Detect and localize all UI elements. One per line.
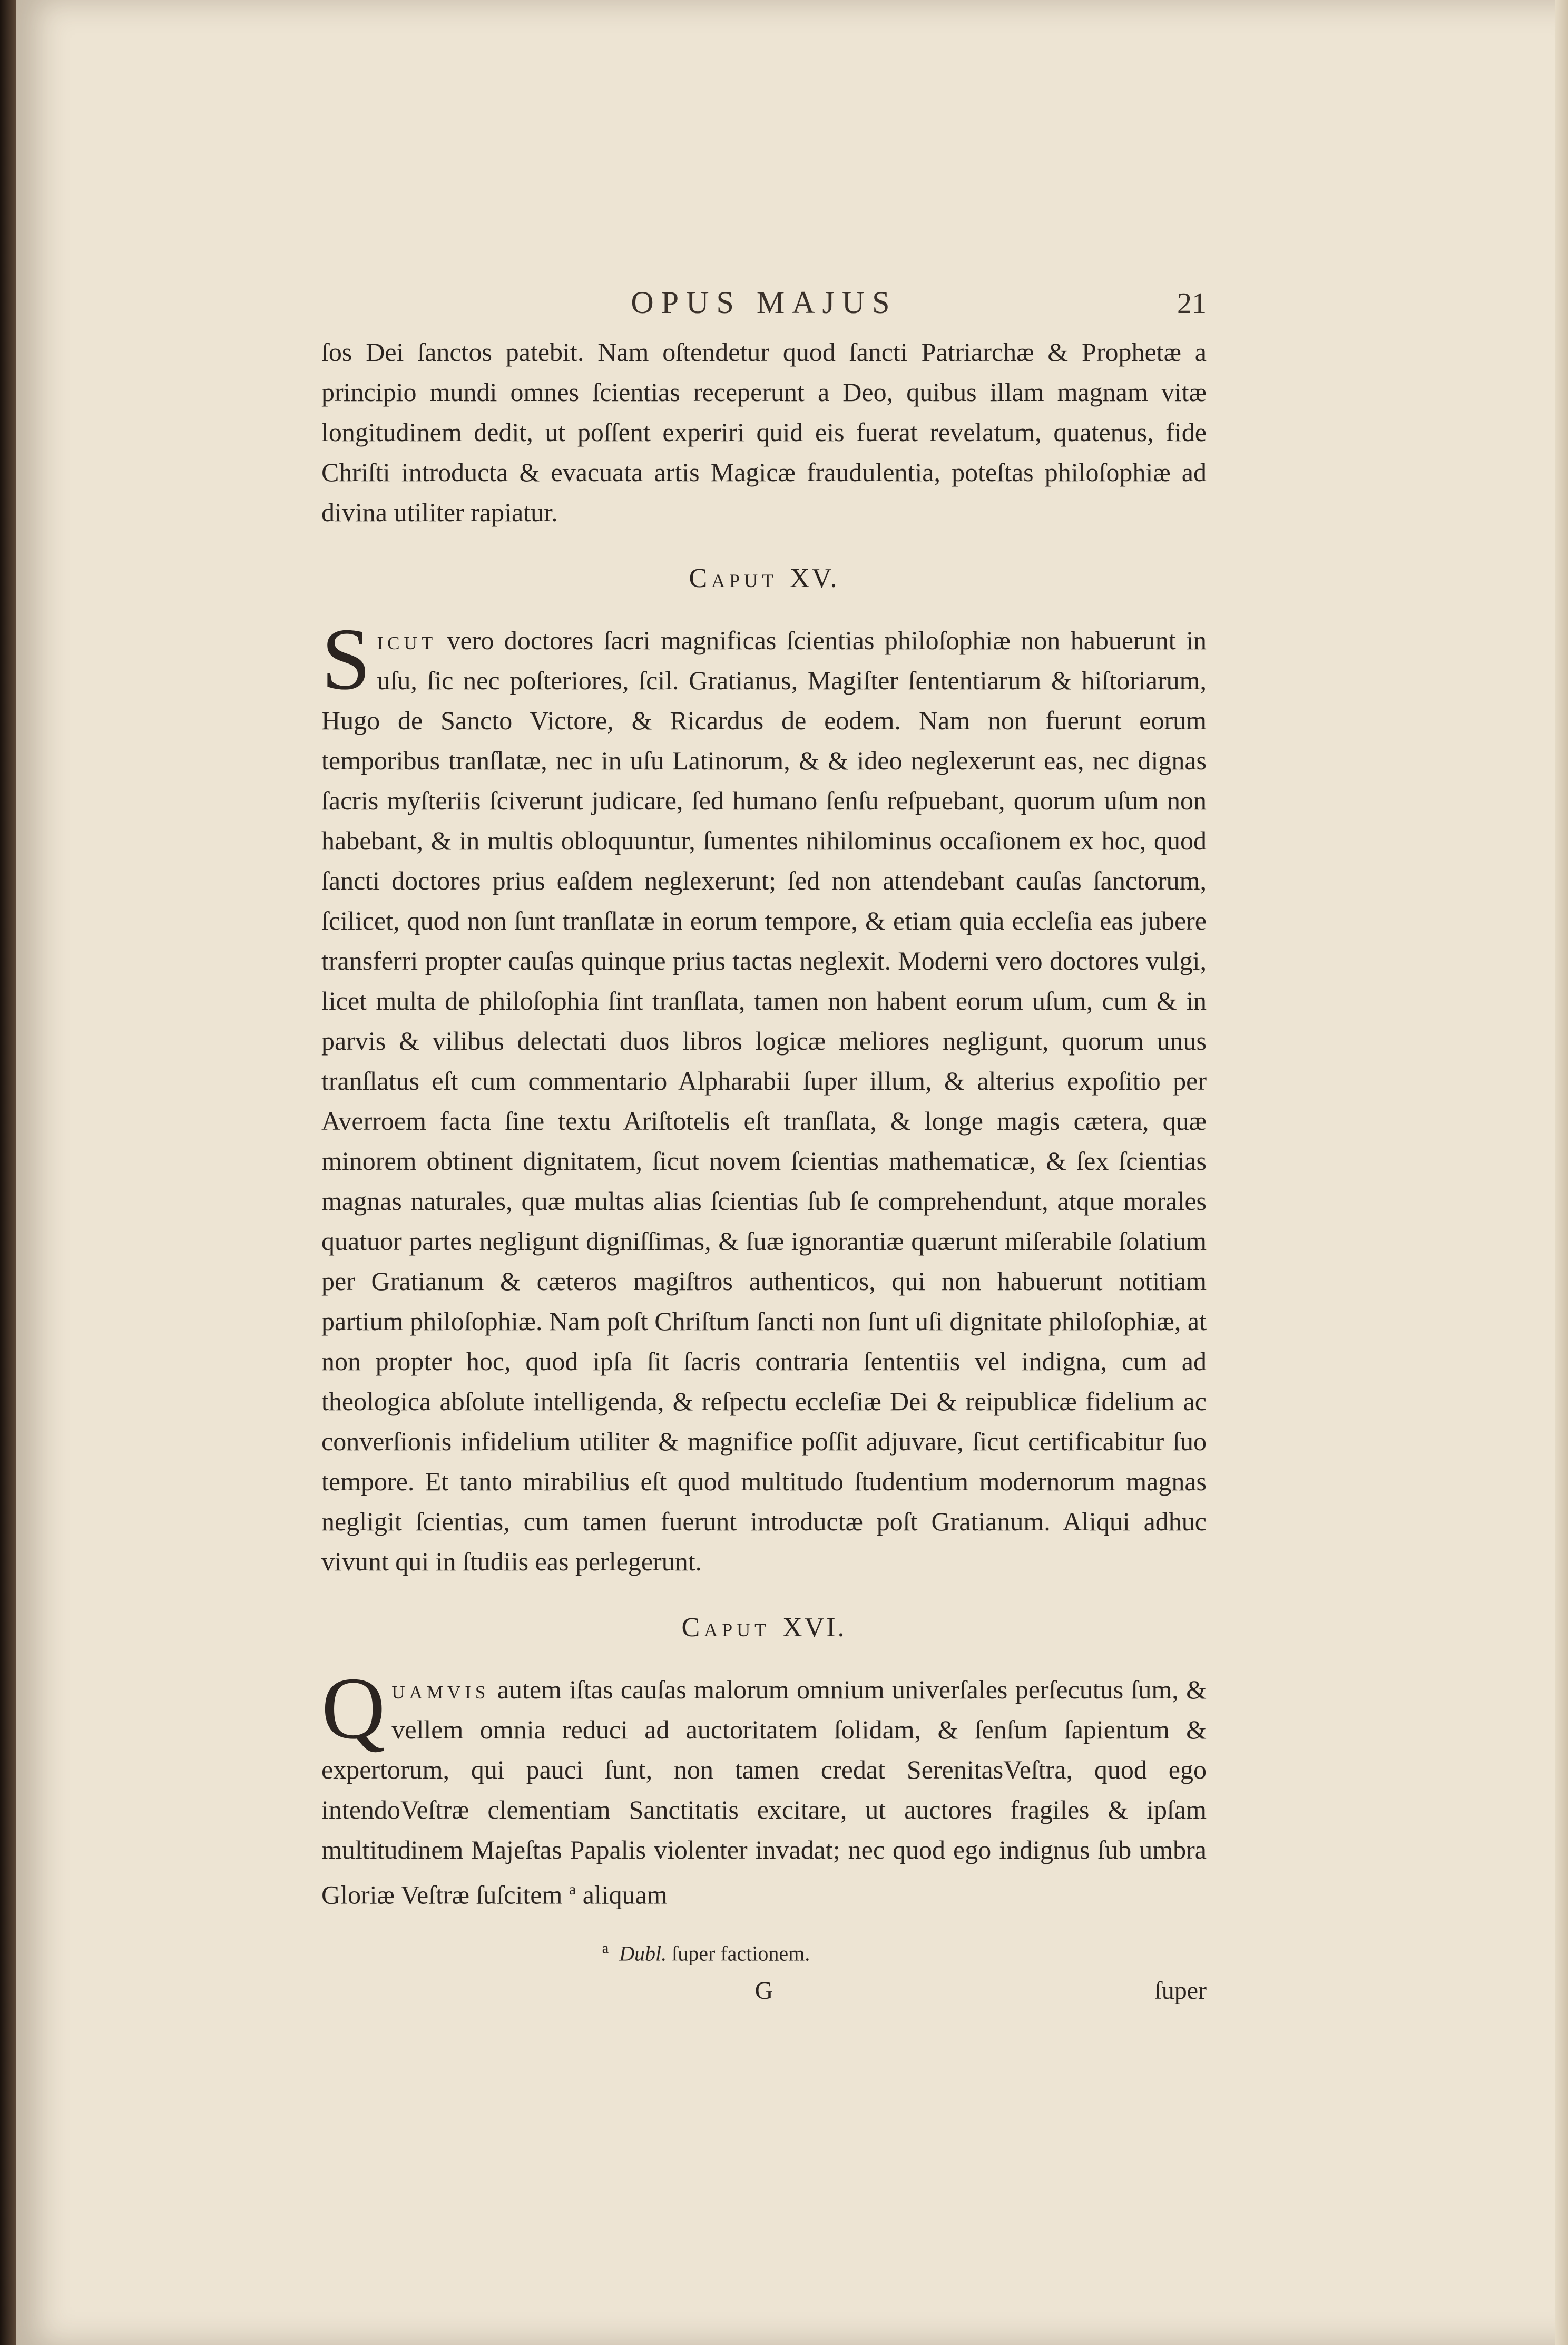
chapter-16-opening-word: uamvis — [391, 1675, 490, 1704]
book-page — [16, 0, 1568, 2345]
chapter-16-paragraph — [321, 1659, 1207, 1915]
running-title: OPUS MAJUS — [631, 285, 897, 320]
chapter-15-heading — [321, 563, 1207, 594]
chapter-16-number: XVI. — [782, 1613, 847, 1643]
page-edge — [1555, 0, 1568, 2345]
chapter-16-heading-label: Caput — [681, 1613, 771, 1643]
footnote-text: ſuper factionem. — [672, 1941, 810, 1965]
footnote-mark: a — [602, 1940, 609, 1957]
running-head — [321, 274, 1207, 332]
signature-mark: G — [754, 1976, 773, 2005]
intro-paragraph: ſos Dei ſanctos patebit. Nam oſtendetur quod ſancti Patriarchæ & Prophetæ a principio mundi omnes ſcientias receperunt a Deo, quibus illam magnam vitæ longitudinem dedit, ut poſſent experiri quid eis fuerat revelatum, quatenus, fide Chriſti introducta & evacuata artis Magicæ fraudulentia, poteſtas philoſophiæ ad divina utiliter rapiatur. — [321, 337, 1207, 527]
chapter-15-text: vero doctores ſacri magnificas ſcientias philoſophiæ non habuerunt in uſu, ſic nec poſteriores, ſcil. Gratianus, Magiſter ſententiarum & hiſtoriarum, Hugo de Sancto Victore, & Ricardus de eodem. Nam non fuerunt eorum temporibus tranſlatæ, nec in uſu Latinorum, & & ideo neglexerunt eas, nec dignas ſacris myſteriis ſciverunt judicare, ſed humano ſenſu reſpuebant, quorum uſum non habebant, & in multis obloquuntur, ſumentes nihilominus occaſionem ex hoc, quod ſancti doctores prius eaſdem neglexerunt; ſed non attendebant cauſas ſanctorum, ſcilicet, quod non ſunt tranſlatæ in eorum tempore, & etiam quia eccleſia eas jubere transferri propter cauſas quinque prius tactas neglexit. Moderni vero doctores vulgi, licet multa de philoſophia ſint tranſlata, tamen non habent eorum uſum, cum & in parvis & vilibus delectati duos libros logicæ meliores negligunt, quorum unus tranſlatus eſt cum commentario Alpharabii ſuper illum, & alterius expoſitio per Averroem facta ſine textu Ariſtotelis eſt tranſlata, & longe magis cætera, quæ minorem obtinent dignitatem, ſicut novem ſcientias mathematicæ, & ſex ſcientias magnas naturales, quæ multas alias ſcientias ſub ſe comprehendunt, atque morales quatuor partes negligunt digniſſimas, & ſuæ ignorantiæ quærunt miſerabile ſolatium per Gratianum & cæteros magiſtros authenticos, qui non habuerunt notitiam partium philoſophiæ. Nam poſt Chriſtum ſancti non ſunt uſi dignitate philoſophiæ, at non propter hoc, quod ipſa ſit ſacris contraria ſententiis vel indigna, cum ad theologica abſolute intelligenda, & reſpectu eccleſiæ Dei & reipublicæ fidelium ac converſionis infidelium utiliter & magnifice poſſit adjuvare, ſicut certificabitur ſuo tempore. Et tanto mirabilius eſt quod multitudo ſtudentium modernorum magnas negligit ſcientias, cum tamen fuerunt introductæ poſt Gratianum. Aliqui adhuc vivunt qui in ſtudiis eas perlegerunt. — [321, 626, 1207, 1576]
footnote-source: Dubl. — [619, 1941, 667, 1965]
chapter-16-text: autem iſtas cauſas malorum omnium univerſales perſecutus ſum, & vellem omnia reduci ad auctoritatem ſolidam, & ſenſum ſapientum & expertorum, qui pauci ſunt, non tamen credat SerenitasVeſtra, quod ego intendoVeſtræ clementiam Sanctitatis excitare, ut auctores fragiles & ipſam multitudinem Majeſtas Papalis violenter invadat; nec quod ego indignus ſub umbra Gloriæ Veſtræ ſuſcitem — [321, 1675, 1207, 1910]
footnote — [321, 1940, 1207, 1966]
note-reference-mark: a — [569, 1881, 576, 1898]
chapter-16-text-end: aliquam — [582, 1880, 668, 1910]
chapter-15-paragraph — [321, 610, 1207, 1581]
chapter-15-heading-label: Caput — [689, 563, 778, 593]
page-foot — [321, 1976, 1207, 2013]
drop-cap-s: S — [321, 610, 371, 708]
chapter-15-number: XV. — [790, 563, 839, 593]
book-spine — [0, 0, 16, 2345]
catchword: ſuper — [1154, 1976, 1207, 2005]
page-number: 21 — [1177, 287, 1207, 320]
page-content — [321, 274, 1207, 2013]
chapter-15-opening-word: icut — [377, 626, 437, 655]
drop-cap-q: Q — [321, 1659, 386, 1757]
chapter-16-heading — [321, 1612, 1207, 1643]
